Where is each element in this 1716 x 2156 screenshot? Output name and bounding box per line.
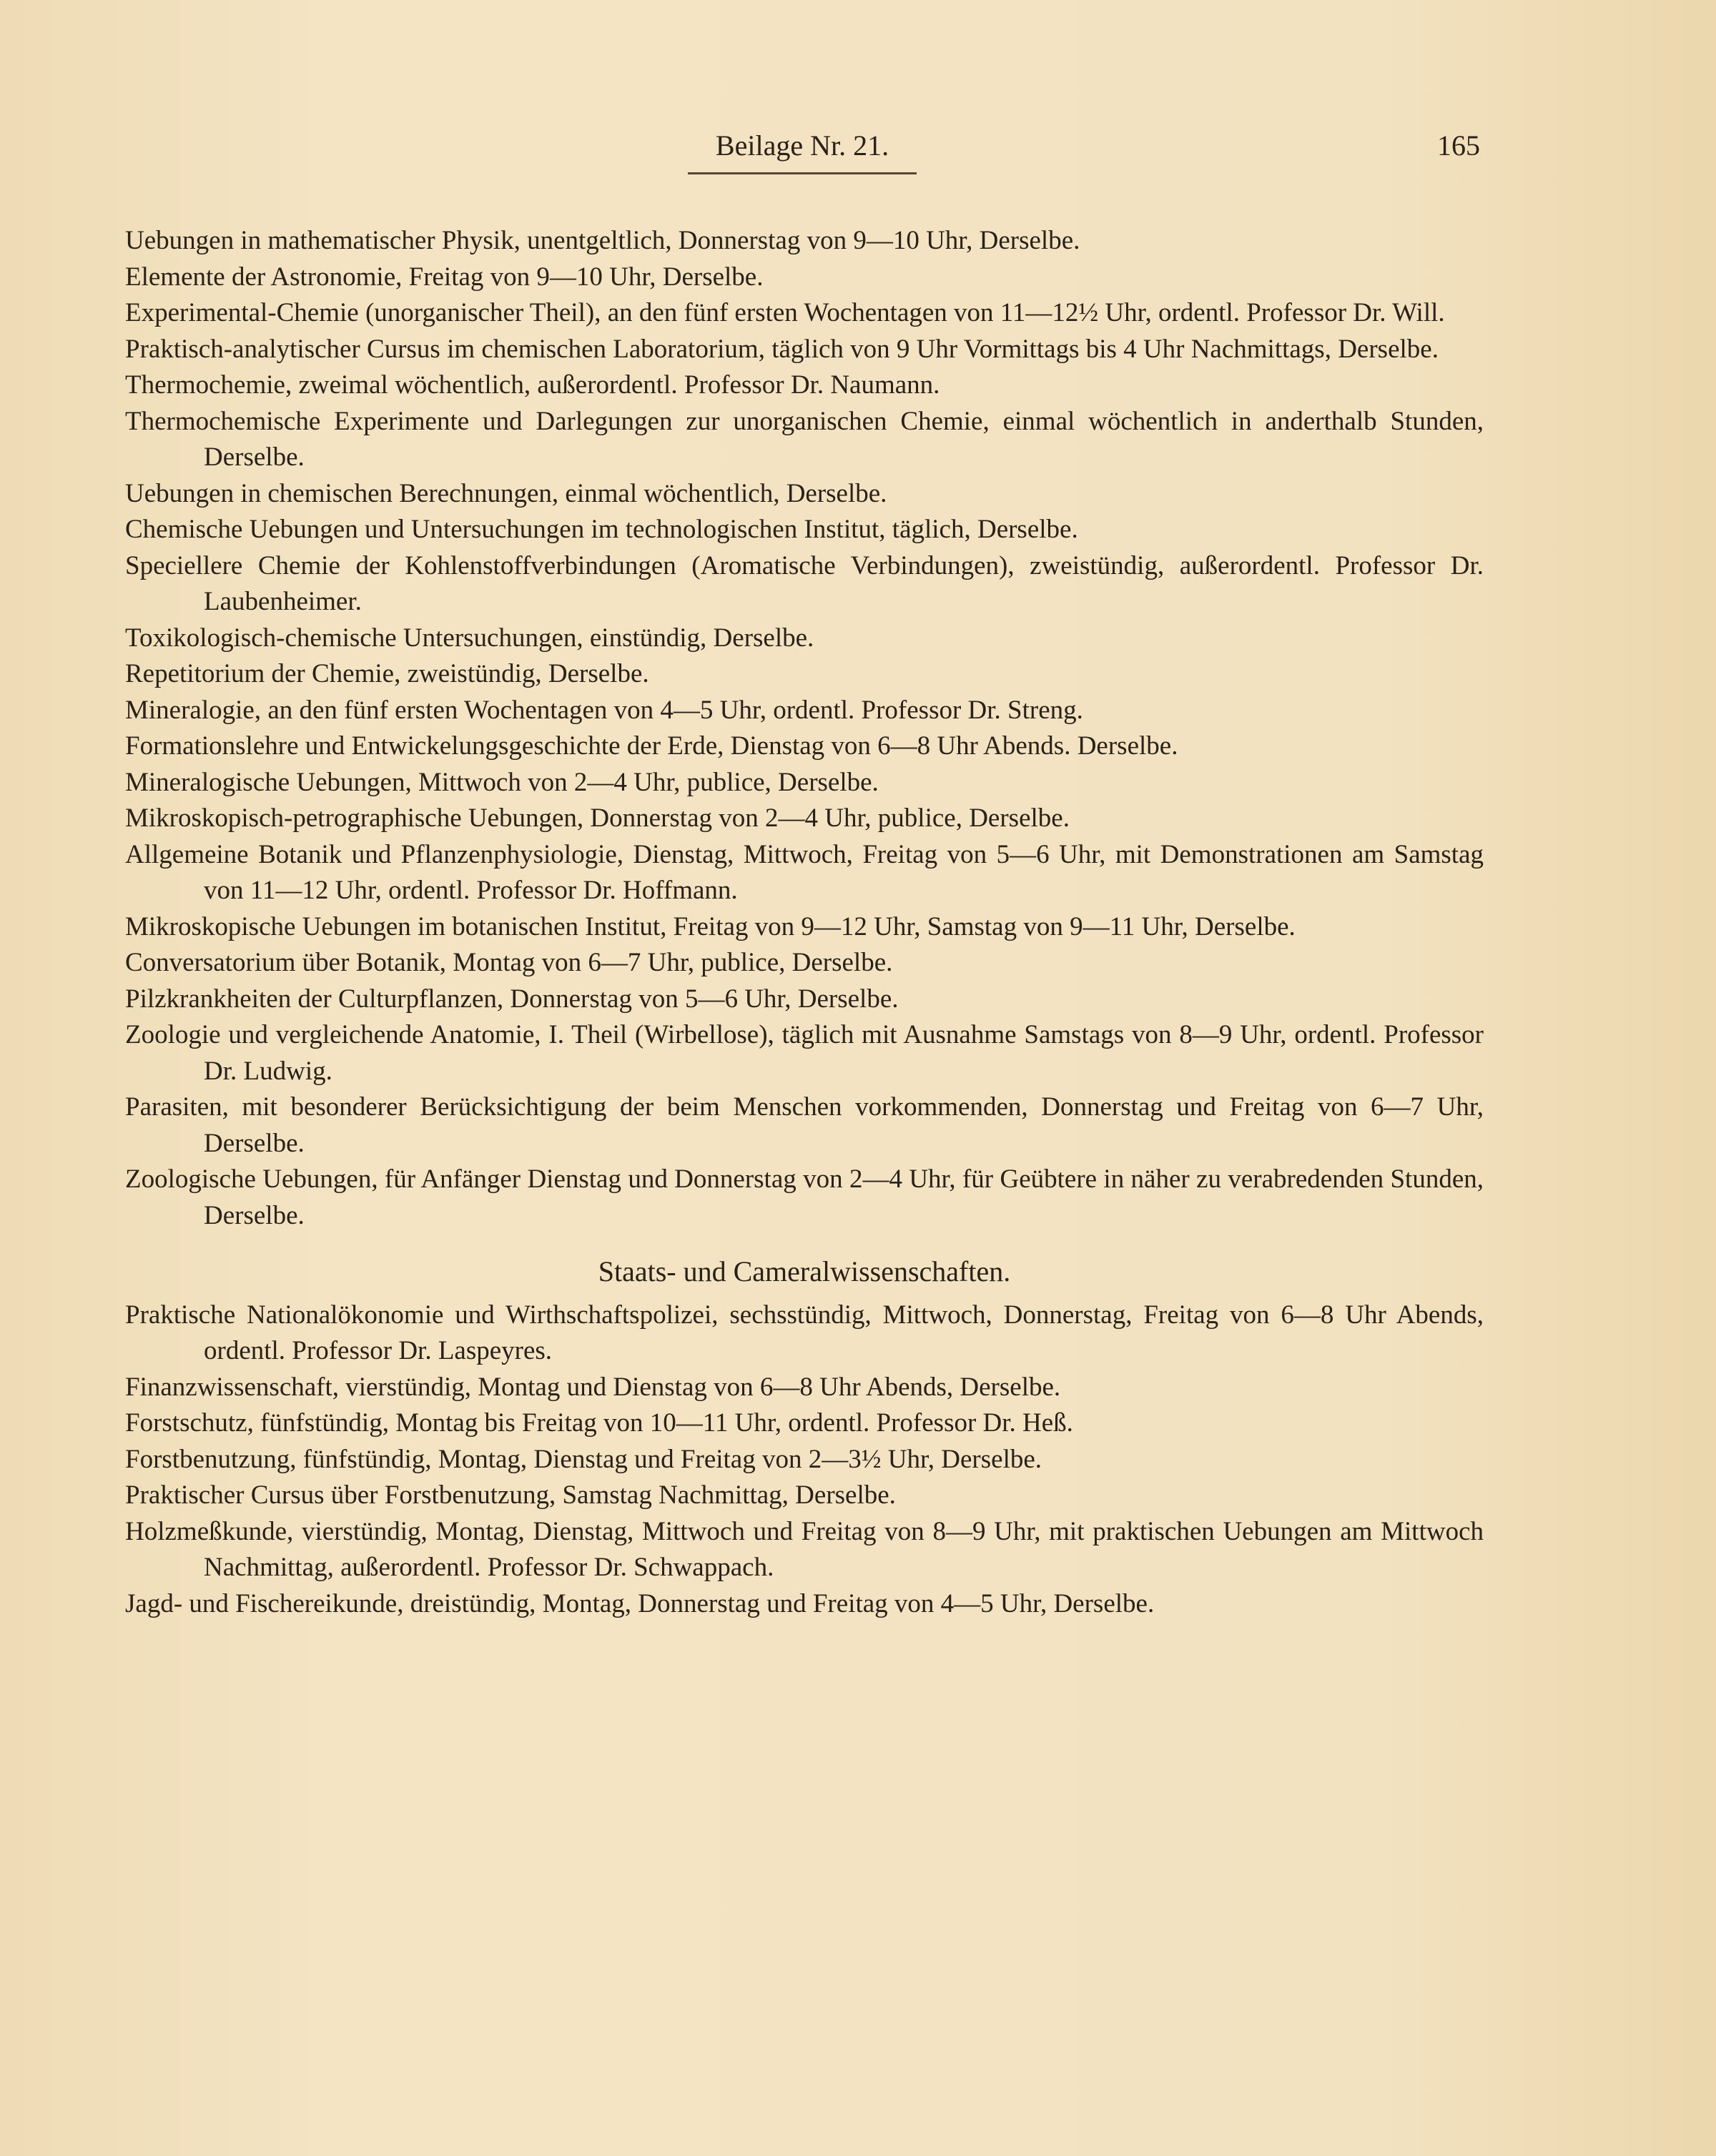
course-entry: Conversatorium über Botanik, Montag von 6—7 Uhr, publice, Derselbe.: [125, 948, 893, 977]
course-entry: Mikroskopisch-petrographische Uebungen, Donnerstag von 2—4 Uhr, publice, Derselbe.: [125, 803, 1070, 833]
course-entry: Chemische Uebungen und Untersuchungen im technologischen Institut, täglich, Derselbe.: [125, 515, 1078, 544]
course-entry: Praktische Nationalökonomie und Wirthschaftspolizei, sechsstündig, Mittwoch, Donnerstag, Freitag von 6—8 Uhr Abends, ordentl. Professor Dr. Laspeyres.: [125, 1300, 1484, 1365]
course-entry: Formationslehre und Entwickelungsgeschichte der Erde, Dienstag von 6—8 Uhr Abends. Derselbe.: [125, 731, 1178, 761]
course-entry: Uebungen in mathematischer Physik, unentgeltlich, Donnerstag von 9—10 Uhr, Derselbe.: [125, 226, 1080, 255]
course-entry: Jagd- und Fischereikunde, dreistündig, Montag, Donnerstag und Freitag von 4—5 Uhr, Derselbe.: [125, 1588, 1155, 1618]
course-entry: Mikroskopische Uebungen im botanischen Institut, Freitag von 9—12 Uhr, Samstag von 9—11 Uhr, Derselbe.: [125, 911, 1296, 941]
page-number: 165: [1437, 129, 1480, 162]
header-title: Beilage Nr. 21.: [688, 129, 917, 174]
course-entry: Mineralogische Uebungen, Mittwoch von 2—4 Uhr, publice, Derselbe.: [125, 767, 879, 797]
course-entry: Praktisch-analytischer Cursus im chemischen Laboratorium, täglich von 9 Uhr Vormittags bis 4 Uhr Nachmittags, Derselbe.: [125, 334, 1439, 364]
course-listing: [125, 223, 1484, 1622]
course-entry: Uebungen in chemischen Berechnungen, einmal wöchentlich, Derselbe.: [125, 478, 887, 508]
course-entry: Parasiten, mit besonderer Berücksichtigung der beim Menschen vorkommenden, Donnerstag und Freitag von 6—7 Uhr, Derselbe.: [125, 1092, 1484, 1158]
section-heading: Staats- und Cameralwissenschaften.: [598, 1255, 1011, 1287]
course-entry: Repetitorium der Chemie, zweistündig, Derselbe.: [125, 659, 649, 688]
course-entry: Speciellere Chemie der Kohlenstoffverbindungen (Aromatische Verbindungen), zweistündig, außerordentl. Professor Dr. Laubenheimer.: [125, 550, 1484, 616]
course-entry: Allgemeine Botanik und Pflanzenphysiologie, Dienstag, Mittwoch, Freitag von 5—6 Uhr, mit Demonstrationen am Samstag von 11—12 Uhr, ordentl. Professor Dr. Hoffmann.: [125, 839, 1484, 905]
course-entry: Zoologische Uebungen, für Anfänger Dienstag und Donnerstag von 2—4 Uhr, für Geübtere in näher zu verabredenden Stunden, Derselbe.: [125, 1164, 1484, 1230]
course-entry: Thermochemie, zweimal wöchentlich, außerordentl. Professor Dr. Naumann.: [125, 370, 940, 400]
course-entry: Holzmeßkunde, vierstündig, Montag, Dienstag, Mittwoch und Freitag von 8—9 Uhr, mit praktischen Uebungen am Mittwoch Nachmittag, außerordentl. Professor Dr. Schwappach.: [125, 1516, 1484, 1582]
entries-part2: [125, 1297, 1484, 1623]
course-entry: Experimental-Chemie (unorganischer Theil), an den fünf ersten Wochentagen von 11—12½ Uhr, ordentl. Professor Dr. Will.: [125, 298, 1445, 327]
course-entry: Toxikologisch-chemische Untersuchungen, einstündig, Derselbe.: [125, 623, 814, 653]
page-header: [0, 129, 1716, 179]
course-entry: Forstschutz, fünfstündig, Montag bis Freitag von 10—11 Uhr, ordentl. Professor Dr. Heß.: [125, 1408, 1073, 1438]
course-entry: Praktischer Cursus über Forstbenutzung, Samstag Nachmittag, Derselbe.: [125, 1480, 896, 1510]
course-entry: Elemente der Astronomie, Freitag von 9—10 Uhr, Derselbe.: [125, 262, 764, 292]
course-entry: Finanzwissenschaft, vierstündig, Montag und Dienstag von 6—8 Uhr Abends, Derselbe.: [125, 1372, 1061, 1402]
course-entry: Thermochemische Experimente und Darlegungen zur unorganischen Chemie, einmal wöchentlich in anderthalb Stunden, Derselbe.: [125, 406, 1484, 472]
course-entry: Mineralogie, an den fünf ersten Wochentagen von 4—5 Uhr, ordentl. Professor Dr. Streng.: [125, 695, 1083, 725]
course-entry: Forstbenutzung, fünfstündig, Montag, Dienstag und Freitag von 2—3½ Uhr, Derselbe.: [125, 1444, 1042, 1474]
course-entry: Zoologie und vergleichende Anatomie, I. Theil (Wirbellose), täglich mit Ausnahme Samstags von 8—9 Uhr, ordentl. Professor Dr. Ludwig.: [125, 1020, 1484, 1086]
course-entry: Pilzkrankheiten der Culturpflanzen, Donnerstag von 5—6 Uhr, Derselbe.: [125, 984, 899, 1014]
entries-part1: [125, 223, 1484, 1234]
